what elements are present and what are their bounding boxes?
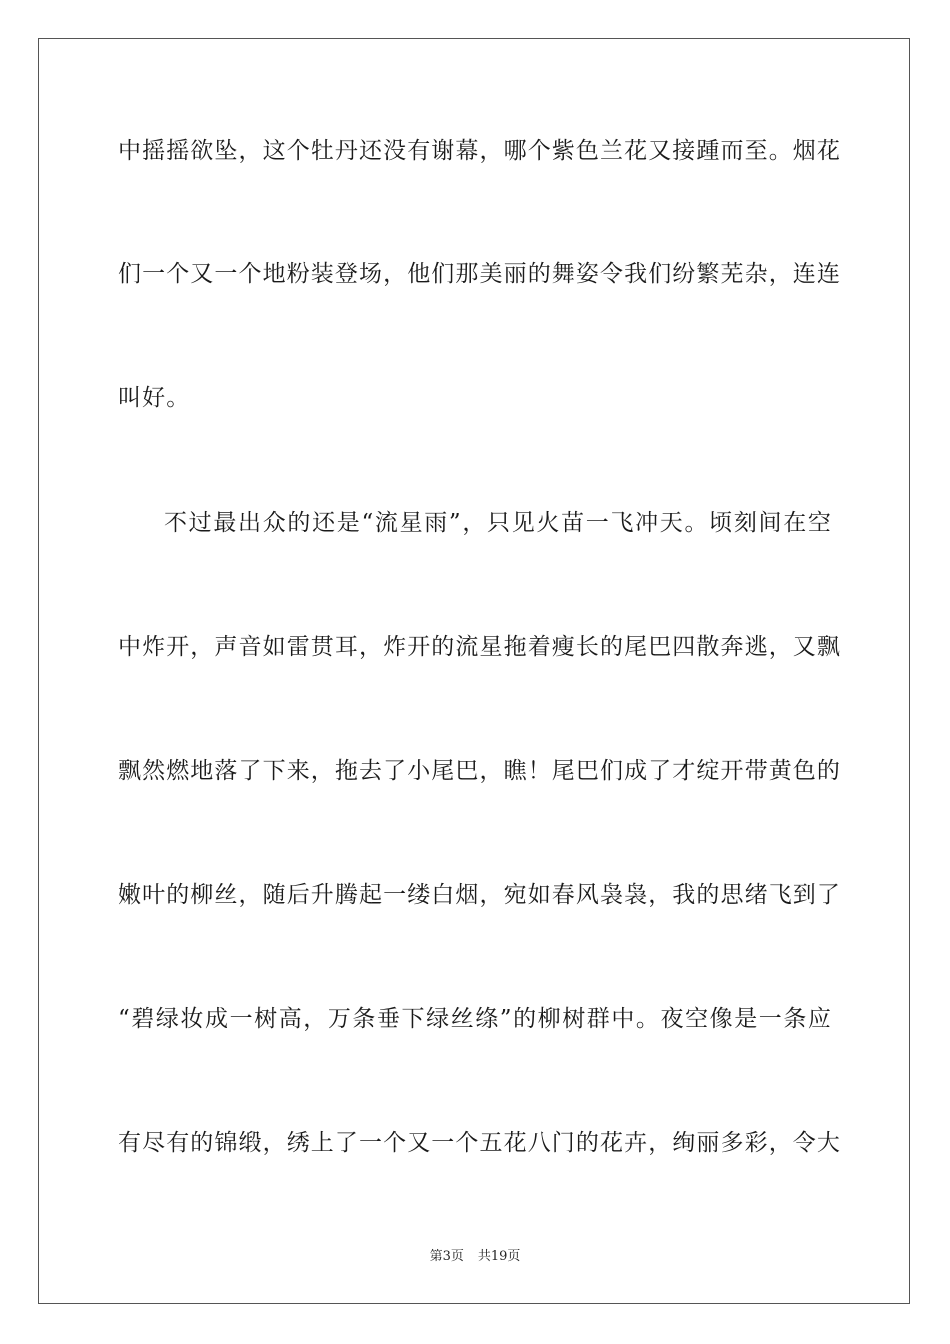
text-line: 飘然燃地落了下来，拖去了小尾巴，瞧！尾巴们成了才绽开带黄色的 — [118, 758, 841, 784]
page-total: 共19页 — [477, 1249, 521, 1264]
text-line: 嫩叶的柳丝，随后升腾起一缕白烟，宛如春风袅袅，我的思绪飞到了 — [118, 882, 841, 908]
text-line: 中炸开，声音如雷贯耳，炸开的流星拖着瘦长的尾巴四散奔逃，又飘 — [118, 634, 841, 660]
text-line: “碧绿妆成一树高，万条垂下绿丝绦”的柳树群中。夜空像是一条应 — [118, 1006, 832, 1032]
page-footer — [0, 1248, 950, 1266]
text-line: 不过最出众的还是“流星雨”，只见火苗一飞冲天。顷刻间在空 — [164, 510, 832, 536]
page-border — [38, 38, 910, 1304]
text-line: 有尽有的锦缎，绣上了一个又一个五花八门的花卉，绚丽多彩，令大 — [118, 1130, 841, 1156]
text-line: 叫好。 — [118, 385, 191, 411]
page-number: 第3页 — [429, 1249, 464, 1264]
text-line: 们一个又一个地粉装登场，他们那美丽的舞姿令我们纷繁芜杂，连连 — [118, 261, 841, 287]
text-line: 中摇摇欲坠，这个牡丹还没有谢幕，哪个紫色兰花又接踵而至。烟花 — [118, 138, 841, 164]
